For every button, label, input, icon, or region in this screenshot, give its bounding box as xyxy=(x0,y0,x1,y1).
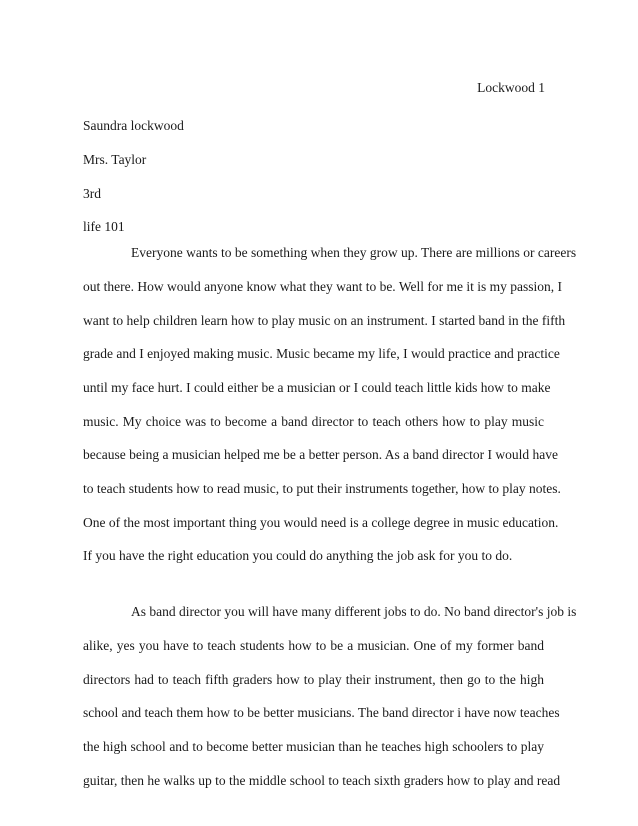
paragraph-1-line: to teach students how to read music, to put their instruments together, how to play notes. xyxy=(83,481,561,496)
paragraph-2-line: alike, yes you have to teach students how to be a musician. One of my former band xyxy=(83,638,544,653)
paragraph-1-line: because being a musician helped me be a better person. As a band director I would have xyxy=(83,447,558,462)
student-name: Saundra lockwood xyxy=(83,118,184,133)
paragraph-2-line: directors had to teach fifth graders how to play their instrument, then go to the high xyxy=(83,672,544,687)
paragraph-1-line: grade and I enjoyed making music. Music became my life, I would practice and practice xyxy=(83,346,560,361)
paragraph-1-line: want to help children learn how to play music on an instrument. I started band in the fifth xyxy=(83,313,566,328)
paragraph-2-line: the high school and to become better musician than he teaches high schoolers to play xyxy=(83,739,544,754)
running-head: Lockwood 1 xyxy=(477,80,545,95)
teacher-name: Mrs. Taylor xyxy=(83,152,147,167)
paragraph-2-line: school and teach them how to be better musicians. The band director i have now teaches xyxy=(83,705,560,720)
paragraph-2-line: As band director you will have many different jobs to do. No band director's job is xyxy=(131,604,577,619)
paragraph-1-line: Everyone wants to be something when they grow up. There are millions or careers xyxy=(131,245,577,260)
paragraph-1-line: If you have the right education you could do anything the job ask for you to do. xyxy=(83,548,513,563)
class-period: 3rd xyxy=(83,186,101,201)
paragraph-1-line: out there. How would anyone know what they want to be. Well for me it is my passion, I xyxy=(83,279,562,294)
paragraph-1-line: until my face hurt. I could either be a musician or I could teach little kids how to make xyxy=(83,380,551,395)
paragraph-2-line: guitar, then he walks up to the middle school to teach sixth graders how to play and read xyxy=(83,773,561,788)
paragraph-1-line: music. My choice was to become a band director to teach others how to play music xyxy=(83,414,544,429)
course-title: life 101 xyxy=(83,219,125,234)
paragraph-1-line: One of the most important thing you would need is a college degree in music education. xyxy=(83,515,559,530)
